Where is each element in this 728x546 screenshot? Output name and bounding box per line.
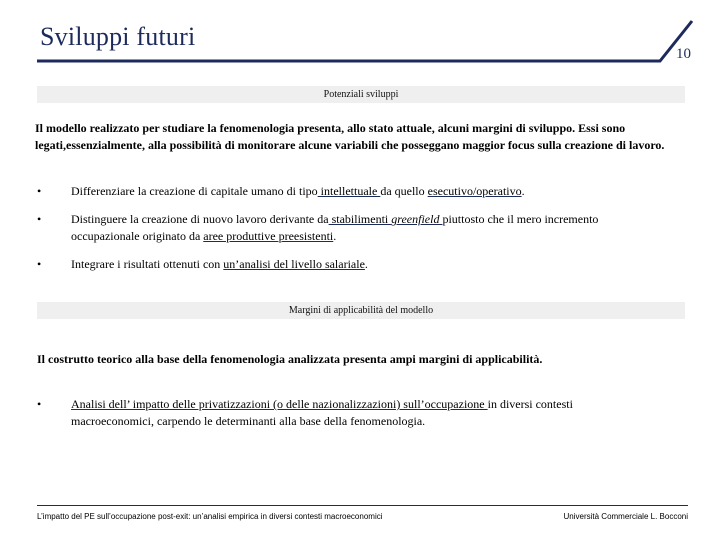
footer-institution: Università Commerciale L. Bocconi (563, 512, 688, 521)
footer-title: L’impatto del PE sull’occupazione post-exit: un’analisi empirica in diversi contesti macroeconomici (37, 512, 383, 521)
list-item (37, 256, 667, 273)
list-item (37, 396, 597, 430)
list-item-text: Distinguere la creazione di nuovo lavoro derivante da stabilimenti greenfield piuttosto che il mero incremento occupazionale originato da aree produttive preesistenti. (71, 212, 599, 243)
page-number: 10 (676, 46, 691, 62)
section2-intro: Il costrutto teorico alla base della fenomenologia analizzata presenta ampi margini di applicabilità. (37, 352, 543, 366)
list-item (37, 183, 667, 200)
bullet-dot: • (37, 212, 42, 226)
list-item-text: Integrare i risultati ottenuti con un’analisi del livello salariale. (71, 257, 368, 271)
list-item-text: Analisi dell’ impatto delle privatizzazioni (o delle nazionalizzazioni) sull’occupazione in diversi contesti macroeconomici, carpendo le determinanti alla base della fenomenologia. (71, 397, 573, 428)
bullet-dot: • (37, 257, 42, 271)
bullet-dot: • (37, 397, 42, 411)
list-item-text: Differenziare la creazione di capitale umano di tipo intellettuale da quello esecutivo/operativo. (71, 184, 525, 198)
footer-rule (37, 505, 688, 506)
list-item (37, 211, 667, 245)
section-bar-applicability: Margini di applicabilità del modello (37, 302, 685, 319)
bullet-dot: • (37, 184, 42, 198)
page-title: Sviluppi futuri (40, 22, 196, 51)
section1-intro: Il modello realizzato per studiare la fenomenologia presenta, allo stato attuale, alcuni margini di sviluppo. Essi sono legati,essenzialmente, alla possibilità di monitorare alcune variabili che posseggano maggior focus sulla creazione di lavoro. (35, 121, 665, 152)
section-bar-potential-developments: Potenziali sviluppi (37, 86, 685, 103)
